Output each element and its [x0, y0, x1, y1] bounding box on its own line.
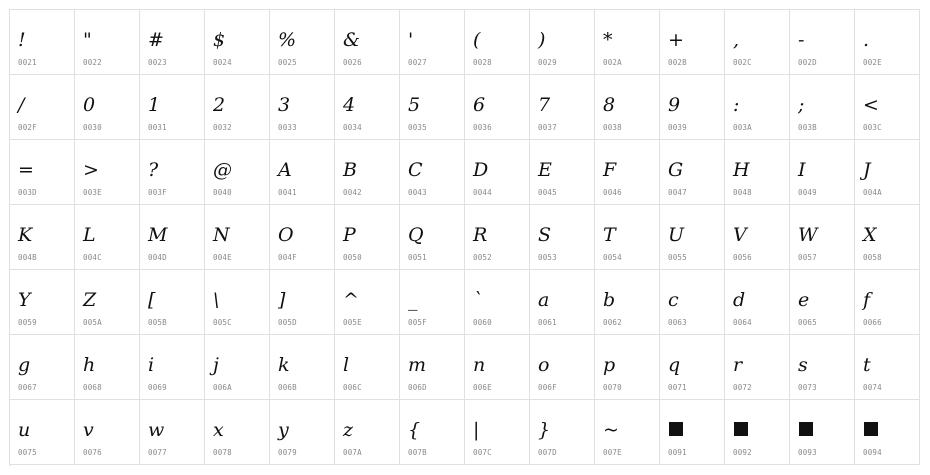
glyph-code: 0049 [798, 188, 817, 197]
glyph-cell [140, 400, 205, 465]
glyph-code: 004E [213, 253, 232, 262]
glyph-char: k [278, 354, 290, 376]
glyph-cell [855, 335, 920, 400]
glyph-cell [595, 270, 660, 335]
glyph-code: 0065 [798, 318, 817, 327]
glyph-code: 0027 [408, 58, 427, 67]
glyph-cell [10, 270, 75, 335]
glyph-cell [140, 75, 205, 140]
glyph-code: 007A [343, 448, 362, 457]
glyph-char: ) [538, 29, 546, 51]
glyph-char: ] [278, 289, 286, 311]
glyph-code: 005F [408, 318, 427, 327]
glyph-cell [205, 140, 270, 205]
glyph-code: 0066 [863, 318, 882, 327]
glyph-code: 0094 [863, 448, 882, 457]
glyph-cell [660, 400, 725, 465]
glyph-code: 0026 [343, 58, 362, 67]
glyph-char: P [343, 224, 356, 246]
glyph-char: ! [18, 29, 26, 51]
glyph-cell [855, 205, 920, 270]
glyph-cell [400, 335, 465, 400]
glyph-cell [400, 140, 465, 205]
glyph-char: q [668, 354, 681, 376]
glyph-char: 9 [668, 94, 681, 116]
glyph-code: 0074 [863, 383, 882, 392]
glyph-char: 7 [538, 94, 551, 116]
glyph-char: u [18, 419, 31, 441]
glyph-cell [790, 205, 855, 270]
glyph-code: 0064 [733, 318, 752, 327]
glyph-cell [855, 10, 920, 75]
glyph-code: 007B [408, 448, 427, 457]
glyph-cell [10, 400, 75, 465]
glyph-code: 0059 [18, 318, 37, 327]
glyph-code: 0062 [603, 318, 622, 327]
glyph-cell [335, 10, 400, 75]
glyph-code: 0076 [83, 448, 102, 457]
glyph-char: % [278, 29, 297, 51]
glyph-char: , [733, 29, 740, 51]
glyph-code: 002A [603, 58, 622, 67]
glyph-code: 0071 [668, 383, 687, 392]
glyph-code: 004C [83, 253, 102, 262]
glyph-char: c [668, 289, 679, 311]
glyph-code: 006D [408, 383, 427, 392]
glyph-cell [660, 10, 725, 75]
glyph-char: l [343, 354, 350, 376]
glyph-char: A [278, 159, 292, 181]
glyph-code: 0073 [798, 383, 817, 392]
missing-glyph-icon [799, 422, 813, 436]
glyph-char: D [473, 159, 489, 181]
glyph-cell [75, 270, 140, 335]
glyph-char: ? [148, 159, 159, 181]
glyph-cell [75, 335, 140, 400]
glyph-cell [335, 400, 400, 465]
glyph-code: 003C [863, 123, 882, 132]
glyph-char: o [538, 354, 550, 376]
glyph-code: 007E [603, 448, 622, 457]
glyph-code: 003D [18, 188, 37, 197]
glyph-cell [400, 400, 465, 465]
glyph-cell [465, 400, 530, 465]
glyph-cell [335, 205, 400, 270]
glyph-code: 005D [278, 318, 297, 327]
glyph-cell [660, 205, 725, 270]
glyph-cell [205, 270, 270, 335]
glyph-code: 0034 [343, 123, 362, 132]
glyph-char: n [473, 354, 486, 376]
glyph-code: 0044 [473, 188, 492, 197]
glyph-code: 003A [733, 123, 752, 132]
glyph-code: 0077 [148, 448, 167, 457]
missing-glyph-icon [864, 422, 878, 436]
glyph-code: 0093 [798, 448, 817, 457]
glyph-cell [270, 75, 335, 140]
glyph-code: 0021 [18, 58, 37, 67]
glyph-cell [725, 400, 790, 465]
glyph-cell [660, 75, 725, 140]
glyph-cell [595, 140, 660, 205]
glyph-char: 5 [408, 94, 421, 116]
glyph-cell [335, 75, 400, 140]
glyph-char: i [148, 354, 155, 376]
glyph-char: 0 [83, 94, 96, 116]
glyph-cell [140, 205, 205, 270]
glyph-cell [595, 335, 660, 400]
glyph-char: Z [83, 289, 97, 311]
glyph-cell [660, 335, 725, 400]
glyph-cell [855, 270, 920, 335]
glyph-char: : [733, 94, 740, 116]
glyph-char: . [863, 29, 870, 51]
glyph-code: 0038 [603, 123, 622, 132]
glyph-char: b [603, 289, 616, 311]
glyph-cell [790, 270, 855, 335]
glyph-cell [270, 400, 335, 465]
glyph-code: 005E [343, 318, 362, 327]
glyph-char: 4 [343, 94, 356, 116]
glyph-code: 005C [213, 318, 232, 327]
glyph-char: Q [408, 224, 424, 246]
glyph-code: 0067 [18, 383, 37, 392]
glyph-code: 0039 [668, 123, 687, 132]
glyph-code: 002E [863, 58, 882, 67]
glyph-cell [75, 75, 140, 140]
glyph-cell [400, 270, 465, 335]
glyph-code: 003E [83, 188, 102, 197]
glyph-code: 006E [473, 383, 492, 392]
glyph-code: 0054 [603, 253, 622, 262]
glyph-char: e [798, 289, 810, 311]
glyph-code: 0037 [538, 123, 557, 132]
glyph-code: 0022 [83, 58, 102, 67]
glyph-code: 0042 [343, 188, 362, 197]
glyph-char: R [473, 224, 488, 246]
glyph-char: 8 [603, 94, 616, 116]
glyph-cell [335, 335, 400, 400]
glyph-cell [595, 75, 660, 140]
glyph-code: 0025 [278, 58, 297, 67]
glyph-char: | [473, 419, 480, 441]
glyph-code: 0061 [538, 318, 557, 327]
glyph-char: H [733, 159, 750, 181]
glyph-code: 0091 [668, 448, 687, 457]
glyph-code: 0072 [733, 383, 752, 392]
glyph-char: s [798, 354, 808, 376]
glyph-char: < [863, 94, 879, 116]
glyph-char: 1 [148, 94, 161, 116]
glyph-code: 0079 [278, 448, 297, 457]
glyph-cell [530, 75, 595, 140]
glyph-char: M [148, 224, 168, 246]
glyph-cell [465, 205, 530, 270]
glyph-cell [725, 140, 790, 205]
glyph-code: 0033 [278, 123, 297, 132]
glyph-code: 0024 [213, 58, 232, 67]
glyph-cell [725, 270, 790, 335]
missing-glyph-icon [734, 422, 748, 436]
glyph-char: g [18, 354, 31, 376]
glyph-cell [595, 205, 660, 270]
glyph-char: v [83, 419, 94, 441]
glyph-cell [75, 400, 140, 465]
glyph-char: & [343, 29, 360, 51]
glyph-char: L [83, 224, 96, 246]
glyph-code: 0056 [733, 253, 752, 262]
glyph-cell [140, 270, 205, 335]
glyph-cell [595, 10, 660, 75]
glyph-cell [530, 335, 595, 400]
glyph-cell [855, 75, 920, 140]
glyph-cell [10, 10, 75, 75]
glyph-code: 0029 [538, 58, 557, 67]
glyph-code: 0036 [473, 123, 492, 132]
glyph-cell [855, 400, 920, 465]
glyph-code: 002C [733, 58, 752, 67]
glyph-code: 0075 [18, 448, 37, 457]
glyph-char: K [18, 224, 33, 246]
glyph-code: 003B [798, 123, 817, 132]
glyph-char: V [733, 224, 747, 246]
glyph-cell [725, 10, 790, 75]
glyph-cell [140, 335, 205, 400]
glyph-cell [660, 270, 725, 335]
glyph-cell [465, 335, 530, 400]
glyph-cell [790, 75, 855, 140]
glyph-code: 0068 [83, 383, 102, 392]
glyph-char: W [798, 224, 818, 246]
glyph-cell [335, 270, 400, 335]
glyph-char: - [798, 29, 805, 51]
glyph-cell [465, 75, 530, 140]
glyph-char: F [603, 159, 617, 181]
glyph-char: ` [473, 289, 483, 311]
glyph-char: } [538, 419, 551, 441]
glyph-char: I [798, 159, 806, 181]
glyph-code: 005B [148, 318, 167, 327]
glyph-char: N [213, 224, 230, 246]
glyph-code: 002D [798, 58, 817, 67]
glyph-char: h [83, 354, 96, 376]
glyph-char: \ [213, 289, 220, 311]
glyph-code: 006B [278, 383, 297, 392]
glyph-char: * [603, 29, 613, 51]
glyph-cell [205, 10, 270, 75]
glyph-cell [205, 400, 270, 465]
glyph-char: S [538, 224, 552, 246]
glyph-cell [725, 75, 790, 140]
glyph-char: f [863, 289, 871, 311]
glyph-code: 0052 [473, 253, 492, 262]
glyph-char: J [863, 159, 871, 181]
glyph-code: 0035 [408, 123, 427, 132]
glyph-code: 004A [863, 188, 882, 197]
glyph-char: ^ [343, 289, 359, 311]
glyph-cell [855, 140, 920, 205]
glyph-char: m [408, 354, 427, 376]
glyph-char: 3 [278, 94, 291, 116]
glyph-code: 004B [18, 253, 37, 262]
glyph-cell [75, 205, 140, 270]
glyph-code: 0048 [733, 188, 752, 197]
glyph-code: 0060 [473, 318, 492, 327]
glyph-code: 0040 [213, 188, 232, 197]
glyph-cell [205, 205, 270, 270]
glyph-grid [9, 9, 920, 466]
glyph-code: 0046 [603, 188, 622, 197]
glyph-char: a [538, 289, 550, 311]
glyph-cell [270, 335, 335, 400]
glyph-cell [660, 140, 725, 205]
glyph-code: 0069 [148, 383, 167, 392]
glyph-cell [790, 10, 855, 75]
glyph-code: 0041 [278, 188, 297, 197]
glyph-cell [400, 10, 465, 75]
glyph-char: = [18, 159, 34, 181]
glyph-cell [335, 140, 400, 205]
glyph-code: 0050 [343, 253, 362, 262]
glyph-cell [75, 140, 140, 205]
glyph-code: 0032 [213, 123, 232, 132]
glyph-code: 0078 [213, 448, 232, 457]
glyph-code: 0045 [538, 188, 557, 197]
glyph-code: 0051 [408, 253, 427, 262]
glyph-char: B [343, 159, 357, 181]
glyph-cell [595, 400, 660, 465]
glyph-cell [270, 10, 335, 75]
glyph-cell [530, 205, 595, 270]
glyph-char: ~ [603, 419, 619, 441]
glyph-char: T [603, 224, 616, 246]
glyph-code: 007C [473, 448, 492, 457]
glyph-char: ' [408, 29, 414, 51]
glyph-code: 003F [148, 188, 167, 197]
glyph-cell [400, 205, 465, 270]
glyph-code: 007D [538, 448, 557, 457]
glyph-char: / [18, 94, 25, 116]
glyph-cell [205, 335, 270, 400]
glyph-code: 002B [668, 58, 687, 67]
glyph-cell [725, 205, 790, 270]
glyph-code: 0057 [798, 253, 817, 262]
glyph-cell [530, 270, 595, 335]
glyph-char: $ [213, 29, 226, 51]
glyph-cell [790, 140, 855, 205]
glyph-code: 0047 [668, 188, 687, 197]
glyph-char: " [83, 29, 92, 51]
glyph-cell [75, 10, 140, 75]
glyph-cell [10, 335, 75, 400]
glyph-code: 0031 [148, 123, 167, 132]
glyph-cell [205, 75, 270, 140]
glyph-cell [790, 400, 855, 465]
glyph-cell [140, 140, 205, 205]
glyph-code: 0070 [603, 383, 622, 392]
glyph-char: y [278, 419, 289, 441]
glyph-cell [465, 270, 530, 335]
glyph-char: p [603, 354, 616, 376]
glyph-cell [530, 400, 595, 465]
glyph-cell [725, 335, 790, 400]
glyph-char: d [733, 289, 746, 311]
glyph-cell [465, 10, 530, 75]
glyph-cell [10, 205, 75, 270]
glyph-char: U [668, 224, 685, 246]
glyph-cell [465, 140, 530, 205]
glyph-char: # [148, 29, 164, 51]
glyph-char: r [733, 354, 743, 376]
glyph-cell [270, 270, 335, 335]
glyph-char: j [213, 354, 219, 376]
glyph-char: + [668, 29, 684, 51]
glyph-cell [270, 140, 335, 205]
glyph-char: 6 [473, 94, 486, 116]
glyph-char: [ [148, 289, 156, 311]
glyph-code: 0063 [668, 318, 687, 327]
glyph-cell [140, 10, 205, 75]
glyph-char: @ [213, 159, 232, 181]
glyph-code: 004F [278, 253, 297, 262]
glyph-char: O [278, 224, 294, 246]
glyph-code: 0028 [473, 58, 492, 67]
glyph-cell [790, 335, 855, 400]
glyph-code: 0058 [863, 253, 882, 262]
glyph-code: 0023 [148, 58, 167, 67]
glyph-code: 0043 [408, 188, 427, 197]
glyph-cell [10, 75, 75, 140]
glyph-char: _ [408, 289, 418, 311]
glyph-cell [270, 205, 335, 270]
glyph-char: w [148, 419, 165, 441]
glyph-char: E [538, 159, 552, 181]
glyph-code: 006A [213, 383, 232, 392]
glyph-code: 0092 [733, 448, 752, 457]
glyph-char: { [408, 419, 421, 441]
missing-glyph-icon [669, 422, 683, 436]
glyph-char: t [863, 354, 871, 376]
glyph-char: > [83, 159, 99, 181]
glyph-char: Y [18, 289, 31, 311]
glyph-code: 004D [148, 253, 167, 262]
glyph-char: z [343, 419, 354, 441]
glyph-char: X [863, 224, 877, 246]
glyph-char: x [213, 419, 224, 441]
glyph-cell [530, 140, 595, 205]
glyph-char: 2 [213, 94, 226, 116]
glyph-cell [400, 75, 465, 140]
glyph-char: ; [798, 94, 805, 116]
glyph-cell [10, 140, 75, 205]
glyph-code: 006C [343, 383, 362, 392]
glyph-cell [530, 10, 595, 75]
glyph-code: 0030 [83, 123, 102, 132]
glyph-char: ( [473, 29, 481, 51]
glyph-code: 005A [83, 318, 102, 327]
glyph-code: 0055 [668, 253, 687, 262]
glyph-char: G [668, 159, 684, 181]
glyph-code: 002F [18, 123, 37, 132]
glyph-code: 0053 [538, 253, 557, 262]
glyph-code: 006F [538, 383, 557, 392]
glyph-char: C [408, 159, 423, 181]
